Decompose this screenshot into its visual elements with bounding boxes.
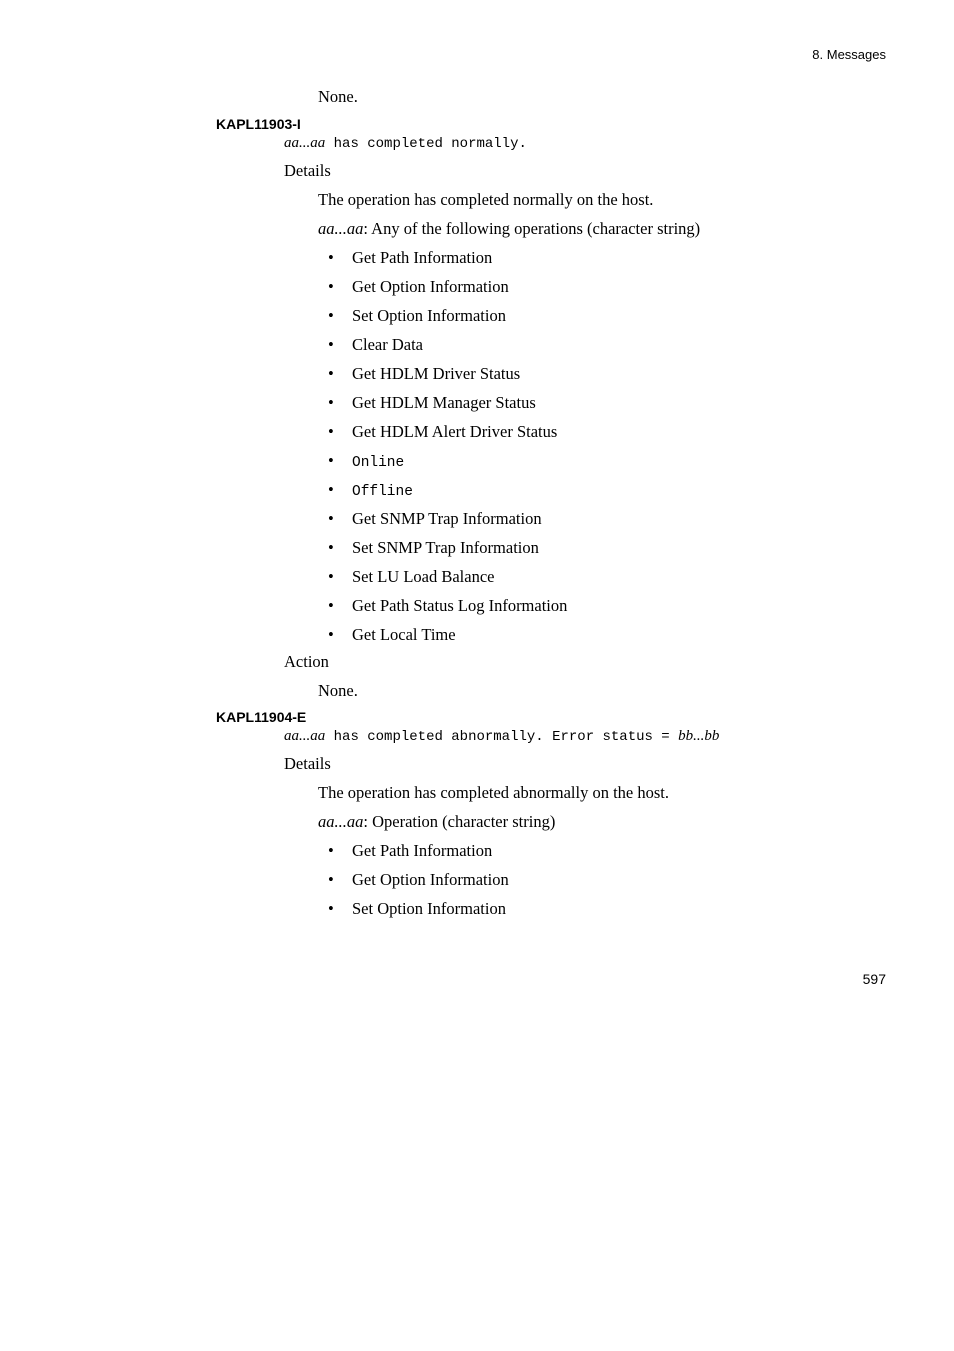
page-number: 597 — [862, 971, 886, 987]
bullet-icon: • — [328, 364, 334, 383]
list-item: • Set Option Information — [328, 899, 506, 918]
details-label: Details — [284, 754, 331, 773]
message-variable: aa...aa — [284, 135, 326, 151]
bullet-icon: • — [328, 277, 334, 296]
bullet-icon: • — [328, 335, 334, 354]
bullet-icon: • — [328, 248, 334, 267]
message-text-rest: has completed normally. — [325, 136, 527, 152]
details-text: The operation has completed normally on the host. — [318, 190, 654, 209]
action-label: Action — [284, 652, 329, 671]
bullet-icon: • — [328, 538, 334, 557]
list-item: • Get Local Time — [328, 625, 456, 644]
list-item: • Get HDLM Alert Driver Status — [328, 422, 558, 441]
list-item: • Offline — [328, 480, 413, 500]
list-item: • Get SNMP Trap Information — [328, 509, 542, 528]
variable-name: aa...aa — [318, 812, 364, 831]
variable-description — [318, 812, 555, 832]
variable-desc: : Any of the following operations (character string) — [363, 219, 701, 238]
variable-desc: : Operation (character string) — [363, 812, 556, 831]
bullet-icon: • — [328, 899, 334, 918]
bullet-icon: • — [328, 567, 334, 586]
list-item: • Get Path Information — [328, 841, 493, 860]
message-text — [284, 728, 719, 745]
list-item: • Get Path Information — [328, 248, 493, 267]
previous-action-text: None. — [318, 87, 358, 106]
bullet-icon: • — [328, 841, 334, 860]
message-text — [284, 135, 527, 152]
list-item: • Set LU Load Balance — [328, 567, 495, 586]
message-id: KAPL11904-E — [216, 709, 307, 725]
bullet-icon: • — [328, 596, 334, 615]
message-id: KAPL11903-I — [216, 116, 301, 132]
action-text: None. — [318, 681, 358, 700]
running-head: 8. Messages — [812, 47, 886, 62]
list-item: • Set SNMP Trap Information — [328, 538, 539, 557]
list-item: • Get Path Status Log Information — [328, 596, 568, 615]
message-variable: aa...aa — [284, 728, 326, 744]
details-text: The operation has completed abnormally on the host. — [318, 783, 669, 802]
variable-name: aa...aa — [318, 219, 364, 238]
list-item: • Get HDLM Manager Status — [328, 393, 536, 412]
operations-list — [318, 841, 509, 928]
details-label: Details — [284, 161, 331, 180]
bullet-icon: • — [328, 625, 334, 644]
list-item: • Get Option Information — [328, 870, 509, 889]
message-variable-2: bb...bb — [678, 728, 720, 744]
variable-description — [318, 219, 700, 239]
bullet-icon: • — [328, 422, 334, 441]
bullet-icon: • — [328, 509, 334, 528]
operations-list — [318, 248, 567, 654]
bullet-icon: • — [328, 393, 334, 412]
list-item: • Get Option Information — [328, 277, 509, 296]
bullet-icon: • — [328, 451, 334, 470]
list-item: • Online — [328, 451, 405, 471]
bullet-icon: • — [328, 480, 334, 499]
message-text-rest: has completed abnormally. Error status = — [325, 729, 679, 745]
list-item: • Get HDLM Driver Status — [328, 364, 521, 383]
bullet-icon: • — [328, 306, 334, 325]
list-item: • Clear Data — [328, 335, 424, 354]
list-item: • Set Option Information — [328, 306, 506, 325]
bullet-icon: • — [328, 870, 334, 889]
